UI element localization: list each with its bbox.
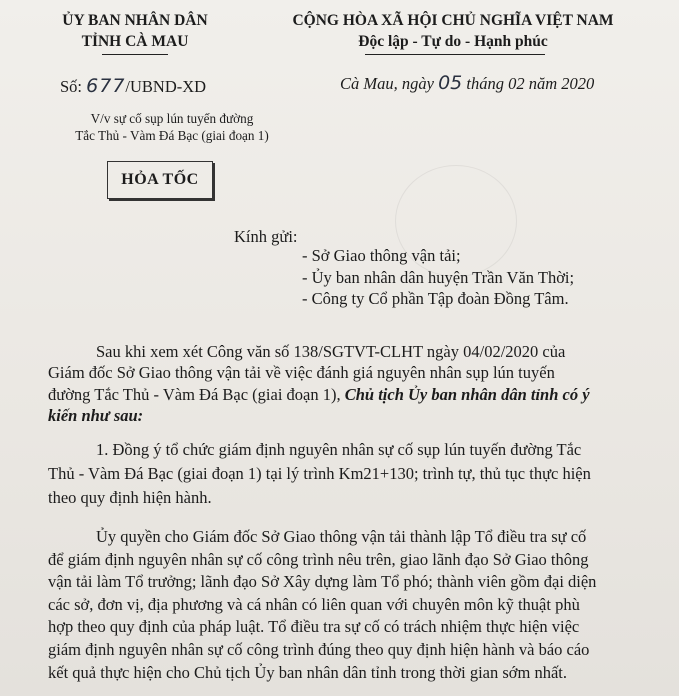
para3-line-1: Ủy quyền cho Giám đốc Sở Giao thông vận tải thành lập Tổ điều tra sự cố [96, 527, 587, 546]
urgent-stamp: HỎA TỐC [107, 161, 213, 199]
para3-line-4: các sở, đơn vị, địa phương và cá nhân có liên quan với chuyên môn kỹ thuật phù [48, 594, 580, 614]
para1-line-4: kiến như sau: [48, 406, 144, 426]
para1-line-1: Sau khi xem xét Công văn số 138/SGTVT-CLHT ngày 04/02/2020 của [96, 342, 566, 361]
motto-underline [365, 54, 545, 55]
para3-line-5: hợp theo quy định của pháp luật. Tổ điều tra sự cố có trách nhiệm thực hiện việc [48, 617, 580, 637]
para1-line-3 [48, 384, 646, 405]
document-subject [52, 110, 292, 144]
para1-line-2: Giám đốc Sở Giao thông vận tải về việc đánh giá nguyên nhân sụp lún tuyến [48, 363, 555, 383]
subject-line-1: V/v sự cố sụp lún tuyến đường [90, 111, 254, 126]
para2-line-3: theo quy định hiện hành. [48, 488, 212, 507]
document-date [340, 72, 594, 94]
subject-line-2: Tắc Thủ - Vàm Đá Bạc (giai đoạn 1) [75, 128, 269, 143]
para1-line-3-emphasis: Chủ tịch Ủy ban nhân dân tỉnh có ý [344, 384, 590, 404]
recipient-item: - Ủy ban nhân dân huyện Trần Văn Thời; [302, 267, 575, 287]
paragraph-authorization [48, 526, 646, 684]
para3-line-6: giám định nguyên nhân sự cố công trình đúng theo quy định hiện hành và báo cáo [48, 639, 590, 659]
paragraph-item-1 [48, 438, 646, 510]
para2-line-1: 1. Đồng ý tổ chức giám định nguyên nhân sự cố sụp lún tuyến đường Tắc [96, 440, 582, 459]
agency-line-2: TỈNH CÀ MAU [81, 33, 189, 50]
agency-name [40, 10, 230, 52]
recipient-list [302, 245, 574, 310]
para3-line-7: kết quả thực hiện cho Chủ tịch Ủy ban nhân dân tỉnh trong thời gian sớm nhất. [48, 662, 568, 682]
doc-number-suffix: /UBND-XD [125, 77, 207, 96]
paragraph-intro [48, 341, 646, 427]
national-motto [268, 10, 638, 52]
para3-line-3: vận tải làm Tổ trưởng; lãnh đạo Sở Xây dựng làm Tổ phó; thành viên gồm đại diện [48, 572, 597, 592]
para2-line-2: Thủ - Vàm Đá Bạc (giai đoạn 1) tại lý trình Km21+130; trình tự, thủ tục thực hiện [48, 464, 591, 483]
doc-number-prefix: Số: [60, 77, 83, 96]
date-prefix: Cà Mau, ngày [340, 74, 434, 93]
date-suffix: tháng 02 năm 2020 [466, 74, 595, 93]
agency-underline [102, 54, 168, 55]
greeting: Kính gửi: [234, 227, 298, 246]
doc-number-handwritten: 677 [86, 75, 126, 97]
recipient-item: - Sở Giao thông vận tải; [302, 246, 461, 265]
agency-line-1: ỦY BAN NHÂN DÂN [62, 12, 208, 29]
document-number [60, 75, 206, 97]
date-handwritten-day: 05 [438, 72, 463, 94]
nation-line-2: Độc lập - Tự do - Hạnh phúc [358, 33, 548, 50]
nation-line-1: CỘNG HÒA XÃ HỘI CHỦ NGHĨA VIỆT NAM [292, 12, 614, 29]
recipient-item: - Công ty Cổ phần Tập đoàn Đồng Tâm. [302, 289, 569, 308]
para3-line-2: để giám định nguyên nhân sự cố công trình nêu trên, giao lãnh đạo Sở Giao thông [48, 549, 589, 569]
para1-line-3-plain: đường Tắc Thủ - Vàm Đá Bạc (giai đoạn 1), [48, 384, 345, 404]
